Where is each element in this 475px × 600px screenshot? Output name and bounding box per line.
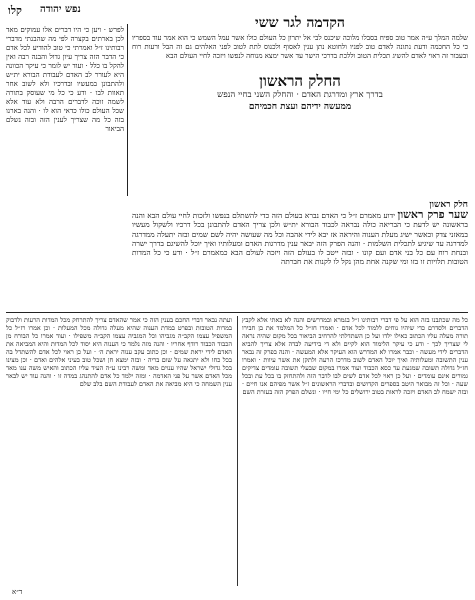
lower-commentary <box>6 316 468 586</box>
part-subtitle: בדרך ארץ ומדרגת האדם · והחלק השני בחיי הנפש <box>217 90 383 100</box>
chapter-opener: שער פרק ראשון <box>397 208 468 222</box>
introduction-heading: הקדמה לגר ששי <box>255 15 345 31</box>
introduction-text: שלמה המלך ע״ה אמר טוב ספיח בסבלו מלוכה שיכנס לבי אל יתרון כל העולם כולו אשר עמל השמש כי הוא אמר עוד בספריו כי כל החכמה ודעת נתונה לאדם טוב לפניו ולחוטא נתן ענין לאסוף ולכנוס לתת לטוב לפני האלהים גם זה הבל ורעות רוח ובעבור זה ראוי לאדם להשיג תכלית הטוב וללכת בדרכי הישר עד אשר ימצא מנוחה לנפשו ויזכה לחיי העולם הבא <box>132 34 468 60</box>
column-divider <box>127 24 128 196</box>
part-heading: החלק הראשון <box>259 72 341 90</box>
lower-commentary-right-column: כל מה שכתבנו בזה הוא על פי דברי רבותינו ז״ל בגמרא ובמדרשים והנה לא באתי אלא לקבץ הדברים ולסדרם כדי שיהיו נוחים ללמוד לכל אדם · ואמרו חז״ל כל המלמד את בן חבירו תורה מעלה עליו הכתוב כאילו ילדו ועל כן השתדלתי להרחיב הביאור בכל מקום שהיה נראה לי שצריך לכך · ודע כי עיקר הלימוד הוא לקיים ולא די בידיעה לבדה אלא צריך להביא הדברים לידי מעשה · וכבר אמרו לא המדרש הוא העיקר אלא המעשה · והנה בפרק זה נבאר ענין התשובה ומעלותיה ואיך יוכל האדם לשוב מדרכו הרעה ולתקן את אשר עיוות · ואמרו חז״ל גדולה תשובה שמגעת עד כסא הכבוד ועוד אמרו במקום שבעלי תשובה עומדים צדיקים גמורים אינם עומדים · ועל כן ראוי לכל אדם לשים לבו לדבר הזה ולהתחזק בו בכל עת ובכל שעה · וכל זה מבואר היטב בספרים הקדושים ובדברי הראשונים ז״ל אשר מפיהם אנו חיים · ובזה ישמח לב האדם ויזכה לראות בטוב ירושלים כל ימי חייו · ונשלם הפרק הזה בעזרת השם <box>242 316 468 396</box>
running-title: נפש יהודה <box>40 4 81 15</box>
section-label: חלק ראשון <box>429 200 468 210</box>
chapter-body <box>132 200 468 310</box>
margin-commentary-text: לפרש · ויען כי היו דברים אלו עמוקים מאד לכן בארתים בקצרה לפי מה שהבנתי מדברי רבותינו ז״ל ואמרתי כי טוב להודיע לכל אדם כי הדבר הזה צריך עיון גדול והבנה רבה ואין להקל בו כלל · ועוד יש לומר כי עיקר הכוונה היא לעורר לב האדם לעבודת הבורא ית״ש ולהתבונן במעשיו ובדרכיו ולא לשוב אחר תאוות לבו · ודע כי כל מי שעוסק בתורה לשמה זוכה לדברים הרבה ולא עוד אלא שכל העולם כולו כדאי הוא לו · והנה בארנו בזה כל מה שצריך לענין הזה ובזה נשלם הביאור <box>6 26 124 133</box>
margin-commentary <box>6 26 124 194</box>
page-signature: ד״א <box>12 588 23 596</box>
motto-line: ממעשה ידיהם ועצת חכמיהם <box>248 102 352 112</box>
lower-column-divider <box>237 316 238 586</box>
main-header-block <box>132 14 468 199</box>
lower-commentary-left-column: ועתה נבאר דברי החכם בענין הזה כי אמר שהאדם צריך להתרחק מכל המדות הרעות ולדבוק במדות הטובות ובפרט במדת הענוה שהיא מעלה גדולה מכל המעלות · וכן אמרו רז״ל כל המשפיל עצמו הקב״ה מגביהו וכל המגביה עצמו הקב״ה משפילו · ועוד אמרו כל הבורח מן הכבוד הכבוד רודף אחריו · והנה מזה נלמד כי הענוה היא יסוד לכל המדות והיא המביאה את האדם לידי יראת שמים · וכן כתוב עקב ענוה יראת ה׳ · ועל כן ראוי לכל אדם להשתדל בה בכל כחו ולא יתגאה על שום בריה · ובזה ימצא חן ושכל טוב בעיני אלהים ואדם · וכן מצינו בכל גדולי ישראל שהיו ענוים מאד ומשה רבינו ע״ה העיד עליו הכתוב והאיש משה ענו מאד מכל האדם אשר על פני האדמה · ומזה ילמד כל אדם להתנהג במדה זו · והנה עוד יש לבאר ענין השמחה כי היא מביאה את האדם לעבודת השם בלב שלם <box>6 316 232 388</box>
chapter-text: ידוע מאמרם ז״ל כי האדם נברא בעולם הזה כדי להשתלם בנפשו ולזכות לחיי עולם הבא והנה בראשונה יש לדעת כי הבריאה כולה נבראה לכבוד הבורא ית״ש ולכן צריך האדם להתבונן בכל דרכיו ולשקול מעשיו במאזני צדק וכאשר ישיג מעלת הענוה והיראה אז יבא לידי אהבה וכל מה שעושה יהיה לשם שמים ובזה יתעלה ממדרגה למדרגה עד שיגיע לתכלית השלמות · והנה הפרק הזה יבאר ענין מדרגות האדם ומעלותיו ואיך יוכל להשיגם בדרך ישרה ובנחת רוח עם כל בני אדם ועם קונו · ובזה ייטב לו בעולם הזה ויזכה לעולם הבא כמאמרם ז״ל · ודע כי כל המדות הטובות תלויות זו בזו ומי שקנה אחת מהן נקל לו לקנות את חברתה <box>132 211 468 267</box>
page-number: קלו <box>8 4 22 17</box>
section-divider <box>6 312 468 313</box>
